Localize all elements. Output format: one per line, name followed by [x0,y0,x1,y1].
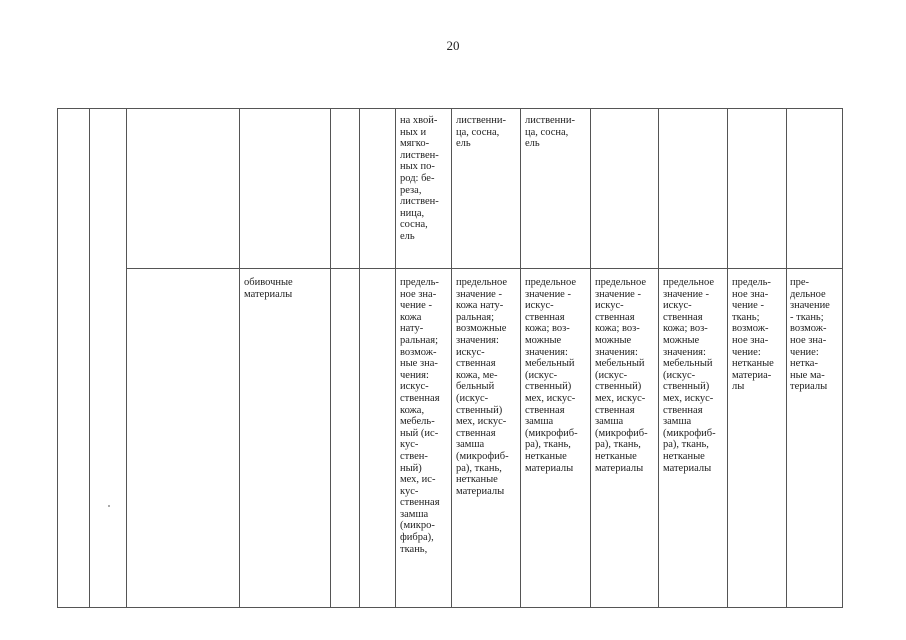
column-border [57,108,58,608]
table-cell-upper: на хвой- ных и мягко- листвен- ных по- род: бе- реза, листвен- ница, сосна, ель [400,115,439,242]
table-cell-lower: предельное значение - кожа нату- ральная; возможные значения: искус- ственная кожа, ме- бельный (искус- ственный) мех, искус- ственная замша (микрофиб- ра), ткань, нетканые материалы [456,277,509,497]
column-border [239,108,240,608]
table-cell-lower: предель- ное зна- чение - ткань; возмож- ное зна- чение: нетканые материа- лы [732,277,774,393]
table-cell-lower: предель- ное зна- чение - кожа нату- ральная; возмож- ные зна- чения: искус- ственная кожа, мебель- ный (ис- кус- ствен- ный) мех, ис- кус- ственная замша (микро- фибра), ткань, [400,277,440,555]
column-border [126,108,127,608]
row-label: обивочные материалы [244,277,293,300]
column-border [658,108,659,608]
column-border [395,108,396,608]
column-border [359,108,360,608]
column-border [330,108,331,608]
column-border [786,108,787,608]
column-border [590,108,591,608]
column-border [727,108,728,608]
table-cell-lower: предельное значение - искус- ственная кожа; воз- можные значения: мебельный (искус- ственный) мех, искус- ственная замша (микрофиб- ра), ткань, нетканые материалы [595,277,648,474]
table-cell-lower: предельное значение - искус- ственная кожа; воз- можные значения: мебельный (искус- ственный) мех, искус- ственная замша (микрофиб- ра), ткань, нетканые материалы [663,277,716,474]
table-cell-upper: лиственни- ца, сосна, ель [525,115,576,150]
table-top-border [57,108,843,109]
row-divider [126,268,843,269]
table-cell-lower: предельное значение - искус- ственная кожа; воз- можные значения: мебельный (искус- ственный) мех, искус- ственная замша (микрофиб- ра), ткань, нетканые материалы [525,277,578,474]
page-number: 20 [446,38,460,53]
table-cell-upper: лиственни- ца, сосна, ель [456,115,507,150]
column-border [520,108,521,608]
column-border [89,108,90,608]
scan-speck [108,505,110,507]
table-cell-lower: пре- дельное значение - ткань; возмож- ное зна- чение: нетка- ные ма- териалы [790,277,830,393]
column-border [842,108,843,608]
table-bottom-border [57,607,843,608]
